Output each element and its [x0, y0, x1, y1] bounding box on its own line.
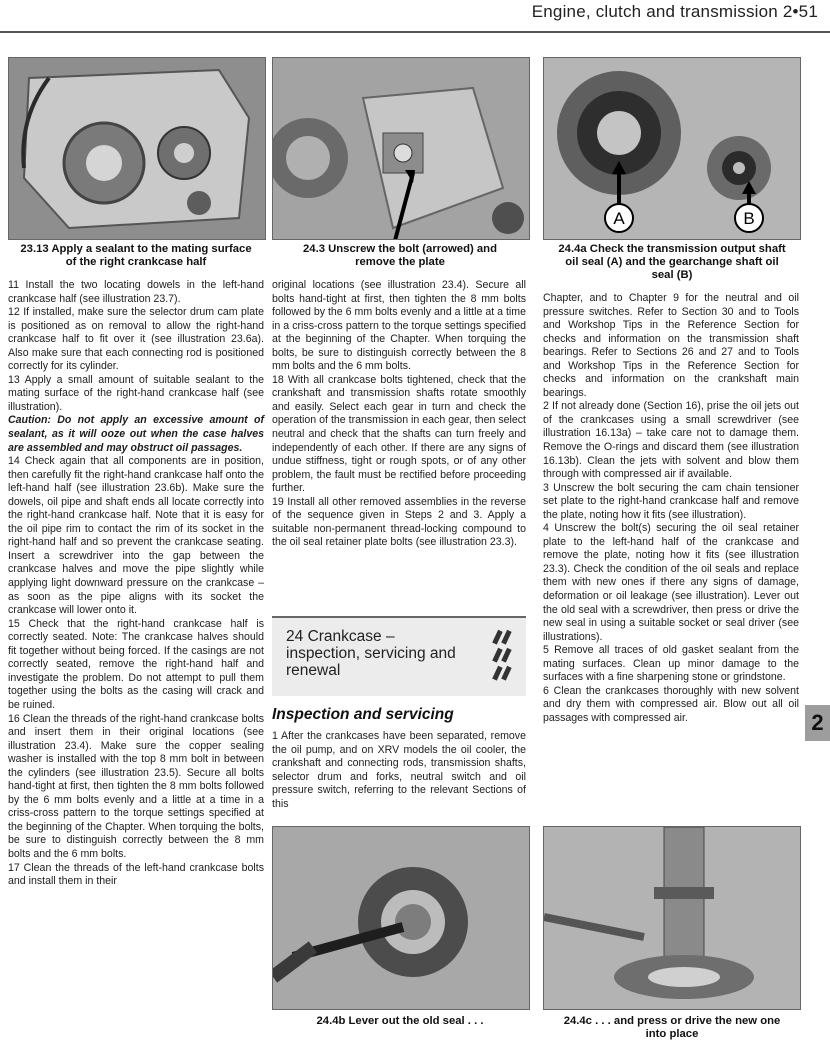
- section-title-text: Crankcase – inspection, servicing and renewal: [286, 628, 456, 679]
- caption-24-3: 24.3 Unscrew the bolt (arrowed) and remove the plate: [303, 243, 497, 268]
- chapter-tab: 2: [805, 705, 830, 741]
- header-rule-line: [0, 31, 830, 33]
- subheading: Inspection and servicing: [272, 706, 454, 723]
- paragraph: 15 Check that the right-hand crankcase half is correctly seated. Note: The crankcase halves should fit together without being forced. If the casings are not correctly seated, remove the right-hand half and investigate the problem. Do not attempt to pull them together using the bolts as the casing will crack and be ruined.: [8, 617, 264, 711]
- marker-a-label: A: [613, 209, 625, 228]
- text-column-2: [272, 279, 526, 550]
- photo-24-3: [272, 57, 530, 240]
- photo-24-4b: [272, 826, 530, 1010]
- text-column-3: [543, 292, 799, 726]
- paragraph: 13 Apply a small amount of suitable sealant to the mating surface of the right-hand crankcase half (see illustration).: [8, 373, 264, 413]
- caption-24-4b: 24.4b Lever out the old seal . . .: [316, 1015, 484, 1027]
- paragraph: 1 After the crankcases have been separated, remove the oil pump, and on XRV models the oil cooler, the crankshaft and connecting rods, transmission shafts, selector drum and forks, neutral switch and oil pressure switch, referring to the relevant Sections of this: [272, 730, 526, 810]
- paragraph: 4 Unscrew the bolt(s) securing the oil seal retainer plate to the left-hand half of the crankcase and remove the plate, noting how it fits (see illustration 23.3). Check the condition of the oil seals and replace them with new ones if there any signs of damage, deformation or oil leakage (see illustration). Lever out the old seal with a screwdriver, then press or drive the new seal in using a suitable socket or seal driver (see illustrations).: [543, 522, 799, 643]
- photo-23-13: [8, 57, 266, 240]
- page-header-bar: [0, 0, 830, 36]
- text-column-2-lower: [272, 730, 526, 811]
- paragraph: 16 Clean the threads of the right-hand crankcase bolts and insert them in their original locations (see illustration 23.4). Make sure the copper sealing washer is installed with the top 8 mm bolt in between the cylinders (see illustration 23.5). Secure all bolts hand-tight at first, then tighten the 8 mm bolts followed by the 6 mm bolts evenly and a little at a time in a criss-cross pattern to the torque settings specified at the beginning of the Chapter. When torquing the bolts, be sure to distinguish correctly between the 8 mm bolts and the 6 mm bolts.: [8, 712, 264, 860]
- text-column-1: [8, 279, 264, 889]
- marker-b-label: B: [743, 209, 755, 228]
- paragraph: 3 Unscrew the bolt securing the cam chain tensioner set plate to the right-hand crankcase half and remove the plate, noting how it fits (see illustration).: [543, 481, 799, 521]
- photo-24-4c: [543, 826, 801, 1010]
- paragraph: 5 Remove all traces of old gasket sealant from the mating surfaces. Clean up minor damage to the surfaces with a fine sharpening stone or grindstone.: [543, 644, 799, 684]
- paragraph: 12 If installed, make sure the selector drum cam plate is positioned as on removal to allow the right-hand crankcase half to fit over it (see illustration 23.6a). Also make sure that each connecting rod is positioned correctly for its cylinder.: [8, 306, 264, 373]
- paragraph: original locations (see illustration 23.4). Secure all bolts hand-tight at first, then tighten the 8 mm bolts followed by the 6 mm bolts evenly and a little at a time in a criss-cross pattern to the torque settings specified at the beginning of the Chapter. When torquing the bolts, be sure to distinguish correctly between the 8 mm bolts and the 6 mm bolts.: [272, 279, 526, 373]
- caption-24-4c: 24.4c . . . and press or drive the new one into place: [563, 1015, 781, 1040]
- section-title: [286, 628, 456, 679]
- paragraph: 18 With all crankcase bolts tightened, check that the crankshaft and transmission shafts rotate smoothly and easily. Select each gear in turn and check the operation of the transmission in each gear, then select neutral and check that the shafts can turn freely and independently of each other. If there are any signs of undue stiffness, tight or rough spots, or of any other problem, the fault must be rectified before proceeding further.: [272, 373, 526, 495]
- paragraph: 11 Install the two locating dowels in the left-hand crankcase half (see illustration 23.7).: [8, 279, 264, 305]
- running-head-title: Engine, clutch and transmission: [531, 2, 778, 21]
- difficulty-spanner-icon: [492, 626, 516, 686]
- caution-note: Caution: Do not apply an excessive amount of sealant, as it will ooze out when the case halves are assembled and may obstruct oil passages.: [8, 414, 264, 454]
- paragraph: 6 Clean the crankcases thoroughly with new solvent and dry them with compressed air. Blow out all oil passages with compressed air.: [543, 684, 799, 724]
- caption-23-13: 23.13 Apply a sealant to the mating surface of the right crankcase half: [20, 243, 252, 268]
- paragraph: 19 Install all other removed assemblies in the reverse of the sequence given in Steps 2 and 3. Apply a suitable non-permanent thread-locking compound to the oil seal retainer plate bolts (see illustration 23.3).: [272, 495, 526, 549]
- section-heading-box: [272, 616, 526, 696]
- caption-24-4a: 24.4a Check the transmission output shaft oil seal (A) and the gearchange shaft oil seal (B): [558, 243, 786, 281]
- paragraph: Chapter, and to Chapter 9 for the neutral and oil pressure switches. Refer to Section 30 and to Tools and Workshop Tips in the Reference Section for checks and information on the transmission shaft bearings. Refer to Sections 26 and 27 and to Tools and Workshop Tips in the Reference Section for checks and information on the crankshaft main bearings.: [543, 292, 799, 399]
- section-number: 24: [286, 628, 304, 645]
- paragraph: 17 Clean the threads of the left-hand crankcase bolts and install them in their: [8, 861, 264, 888]
- photo-24-4a: [543, 57, 801, 240]
- page-number: 2•51: [782, 2, 818, 21]
- running-head: [532, 2, 818, 22]
- paragraph: 14 Check again that all components are in position, then carefully fit the right-hand crankcase half onto the left-hand half (see illustration 23.6b). Make sure the dowels, oil pipe and shaft ends all locate correctly into the right-hand crankcase half. Note that it is easy for the oil pipe rim to contact the rim of its socket in the right-hand half and so prevent the crankcase seating. Insert a screwdriver into the gap between the crankcase halves and move the pipe slightly while applying light downward pressure on the crankcase – as soon as the pipe aligns with its socket the crankcase will lower onto it.: [8, 455, 264, 617]
- paragraph: 2 If not already done (Section 16), prise the oil jets out of the crankcases using a small screwdriver (see illustration 16.13a) – take care not to damage them. Remove the O-rings and discard them (see illustration 16.13b). Clean the jets with solvent and blow them through with compressed air if available.: [543, 400, 799, 481]
